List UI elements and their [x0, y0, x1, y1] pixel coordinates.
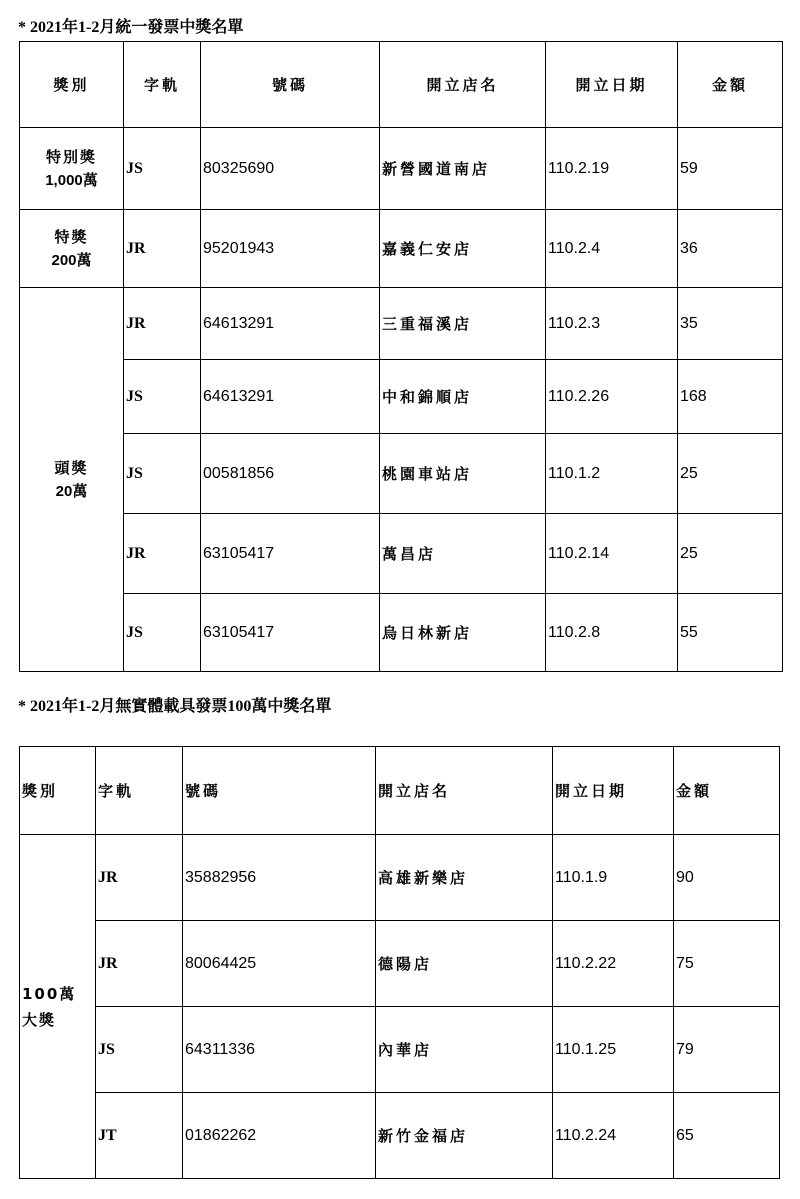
number-cell: 95201943 — [201, 210, 380, 288]
amount-cell: 168 — [678, 360, 783, 434]
track-cell: JS — [124, 360, 201, 434]
header-amount: 金額 — [674, 747, 780, 835]
table-header-row — [20, 42, 783, 128]
winners-table — [19, 41, 783, 672]
store-cell: 烏日林新店 — [380, 594, 546, 672]
number-cell: 01862262 — [183, 1093, 376, 1179]
date-cell: 110.2.14 — [546, 514, 678, 594]
track-cell: JT — [96, 1093, 183, 1179]
table-row — [20, 835, 780, 921]
number-cell: 64613291 — [201, 288, 380, 360]
amount-cell: 55 — [678, 594, 783, 672]
prize-amount: 20萬 — [55, 482, 88, 500]
amount-cell: 90 — [674, 835, 780, 921]
table2-title: * 2021年1-2月無實體載具發票100萬中獎名單 — [18, 698, 332, 715]
header-track: 字軌 — [124, 42, 201, 128]
prize-name: 大獎 — [22, 1010, 57, 1029]
track-cell: JR — [96, 921, 183, 1007]
table-row — [20, 1007, 780, 1093]
prize-cell-grand — [20, 210, 124, 288]
header-number: 號碼 — [183, 747, 376, 835]
prize-amount: 100萬 — [22, 984, 77, 1003]
track-cell: JS — [124, 128, 201, 210]
prize-name: 頭獎 — [54, 458, 89, 477]
table-header-row — [20, 747, 780, 835]
header-number: 號碼 — [201, 42, 380, 128]
prize-cell-special — [20, 128, 124, 210]
number-cell: 64311336 — [183, 1007, 376, 1093]
header-prize: 獎別 — [20, 747, 96, 835]
store-cell: 新竹金福店 — [376, 1093, 553, 1179]
amount-cell: 59 — [678, 128, 783, 210]
table-row — [20, 921, 780, 1007]
table-row — [20, 360, 783, 434]
store-cell: 萬昌店 — [380, 514, 546, 594]
amount-cell: 25 — [678, 514, 783, 594]
amount-cell: 79 — [674, 1007, 780, 1093]
number-cell: 64613291 — [201, 360, 380, 434]
number-cell: 80325690 — [201, 128, 380, 210]
track-cell: JR — [124, 288, 201, 360]
table-row — [20, 288, 783, 360]
track-cell: JS — [96, 1007, 183, 1093]
header-date: 開立日期 — [546, 42, 678, 128]
table-row — [20, 594, 783, 672]
prize-name: 特獎 — [54, 227, 89, 246]
date-cell: 110.2.4 — [546, 210, 678, 288]
date-cell: 110.1.9 — [553, 835, 674, 921]
date-cell: 110.1.2 — [546, 434, 678, 514]
track-cell: JR — [124, 514, 201, 594]
date-cell: 110.2.8 — [546, 594, 678, 672]
carrier-winners-table — [19, 746, 780, 1179]
prize-cell-million — [20, 835, 96, 1179]
store-cell: 桃園車站店 — [380, 434, 546, 514]
amount-cell: 65 — [674, 1093, 780, 1179]
table-row — [20, 210, 783, 288]
store-cell: 德陽店 — [376, 921, 553, 1007]
header-track: 字軌 — [96, 747, 183, 835]
date-cell: 110.2.3 — [546, 288, 678, 360]
header-store: 開立店名 — [376, 747, 553, 835]
amount-cell: 35 — [678, 288, 783, 360]
number-cell: 35882956 — [183, 835, 376, 921]
date-cell: 110.2.26 — [546, 360, 678, 434]
track-cell: JR — [124, 210, 201, 288]
header-store: 開立店名 — [380, 42, 546, 128]
number-cell: 63105417 — [201, 594, 380, 672]
amount-cell: 36 — [678, 210, 783, 288]
table-row — [20, 128, 783, 210]
table-row — [20, 514, 783, 594]
store-cell: 嘉義仁安店 — [380, 210, 546, 288]
prize-amount: 1,000萬 — [45, 171, 98, 189]
table1-title: * 2021年1-2月統一發票中獎名單 — [18, 19, 244, 36]
date-cell: 110.2.19 — [546, 128, 678, 210]
number-cell: 63105417 — [201, 514, 380, 594]
track-cell: JS — [124, 594, 201, 672]
table-row — [20, 434, 783, 514]
date-cell: 110.2.22 — [553, 921, 674, 1007]
prize-amount: 200萬 — [51, 251, 92, 269]
store-cell: 三重福溪店 — [380, 288, 546, 360]
header-prize: 獎別 — [20, 42, 124, 128]
store-cell: 內華店 — [376, 1007, 553, 1093]
number-cell: 00581856 — [201, 434, 380, 514]
store-cell: 中和錦順店 — [380, 360, 546, 434]
date-cell: 110.1.25 — [553, 1007, 674, 1093]
prize-name: 特別獎 — [45, 147, 97, 166]
header-amount: 金額 — [678, 42, 783, 128]
date-cell: 110.2.24 — [553, 1093, 674, 1179]
store-cell: 高雄新樂店 — [376, 835, 553, 921]
header-date: 開立日期 — [553, 747, 674, 835]
store-cell: 新營國道南店 — [380, 128, 546, 210]
track-cell: JR — [96, 835, 183, 921]
number-cell: 80064425 — [183, 921, 376, 1007]
track-cell: JS — [124, 434, 201, 514]
amount-cell: 25 — [678, 434, 783, 514]
amount-cell: 75 — [674, 921, 780, 1007]
table-row — [20, 1093, 780, 1179]
prize-cell-first — [20, 288, 124, 672]
